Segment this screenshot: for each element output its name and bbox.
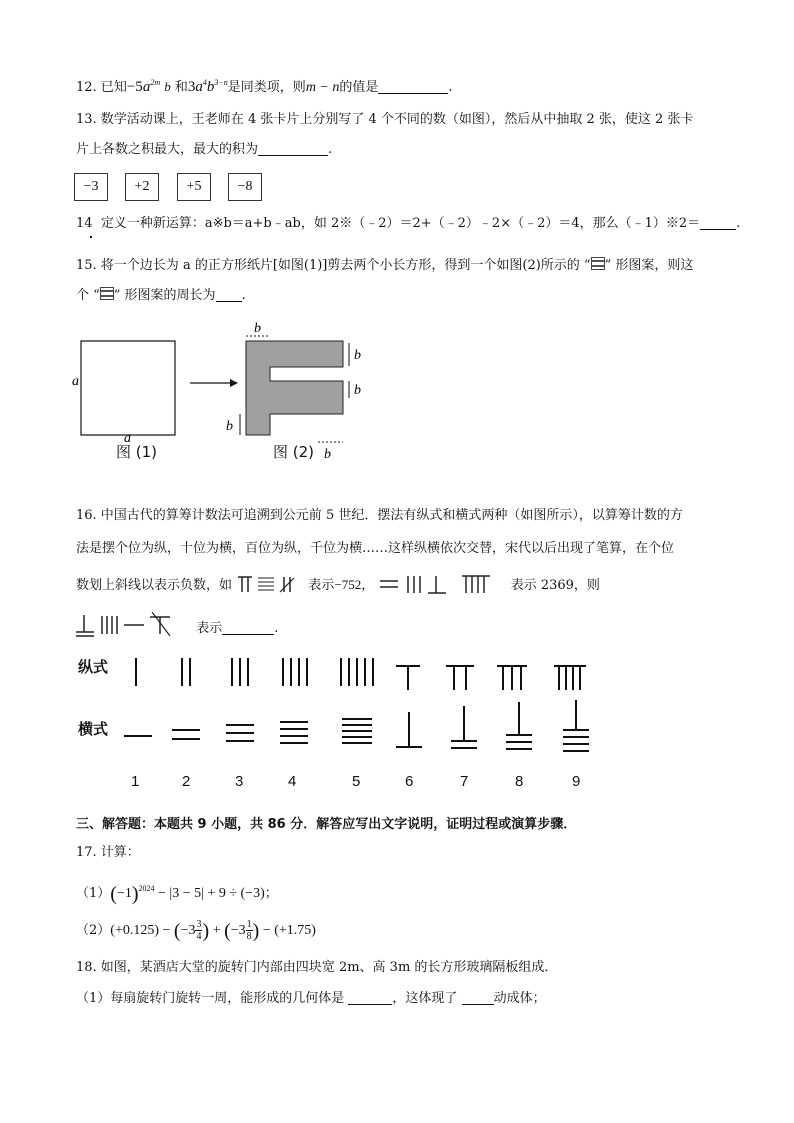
dot-mark	[90, 236, 92, 238]
number-card: −3	[74, 173, 108, 201]
question-17-part2: （2）(+0.125) − (−3 $\frac{3}{4}$ ) + (−3 $\frac{1}{8}$ ) − (+1.75)	[76, 919, 316, 943]
question-16-line1: 16. 中国古代的算筹计数法可追溯到公元前 5 世纪．摆法有纵式和横式两种（如图所示），以算筹计数的方	[76, 508, 683, 523]
question-17-part1: $(1)(-1)^{2024} - |3 - 5| + 9 \div (-3)$；	[76, 883, 278, 905]
section-3-heading: 三、解答题：本题共 9 小题，共 86 分．解答应写出文字说明，证明过程或演算步骤．	[76, 817, 577, 832]
arrow-head	[230, 379, 238, 387]
question-16-line2: 法是摆个位为纵，十位为横，百位为纵，千位为横……这样纵横依次交替，宋代以后出现了笔算，在个位	[76, 541, 675, 556]
answer-blank	[700, 216, 736, 230]
label-b-left: b	[226, 419, 233, 434]
question-18-line1: 18. 如图，某酒店大堂的旋转门内部由四块宽 2m、高 3m 的长方形玻璃隔板组成．	[76, 960, 558, 975]
question-15-line2: 个 “ ” 形图案的周长为 .	[76, 288, 246, 303]
digit-label: 9	[572, 773, 581, 790]
label-b-right1: b	[354, 348, 361, 363]
digit-label: 8	[515, 773, 524, 790]
label-b-bottom: b	[324, 447, 331, 462]
square-cut-figure	[60, 318, 380, 468]
question-18-line2: （1）每扇旋转门旋转一周，能形成的几何体是 ，这体现了 动成体；	[76, 991, 546, 1006]
square-shape	[81, 341, 175, 435]
number-card: +5	[177, 173, 211, 201]
digit-label: 1	[131, 773, 140, 790]
question-13-line1: 13. 数学活动课上，王老师在 4 张卡片上分别写了 4 个不同的数（如图），然后从中抽取 2 张，使这 2 张卡	[76, 112, 694, 127]
rod-numeral-question-icon	[76, 612, 188, 638]
figure-caption-1: 图 (1)	[116, 443, 158, 461]
question-13-line2: 片上各数之积最大，最大的积为 .	[76, 142, 333, 157]
digit-label: 6	[405, 773, 414, 790]
digit-label: 5	[352, 773, 361, 790]
answer-blank	[462, 991, 494, 1005]
rod-numeral-2369-icon	[378, 573, 502, 595]
row-label-vertical: 纵式	[78, 658, 109, 676]
number-card: −8	[228, 173, 262, 201]
question-16-line4: 表示 .	[76, 612, 278, 638]
digit-label: 7	[460, 773, 469, 790]
number-card: +2	[125, 173, 159, 201]
label-a-left: a	[72, 374, 79, 389]
answer-blank	[216, 288, 242, 302]
question-15-line1: 15. 将一个边长为 a 的正方形纸片[如图(1)]剪去两个小长方形，得到一个如图(2)所示的 “ ” 形图案，则这	[76, 258, 694, 273]
row-label-horizontal: 横式	[78, 720, 109, 738]
answer-blank	[222, 621, 274, 635]
label-a-bottom: a	[124, 431, 131, 446]
question-17-title: 17. 计算：	[76, 845, 140, 860]
rod-numeral-neg752-icon	[236, 574, 300, 594]
s-shape	[246, 341, 343, 435]
question-12: 12. 已知$-5a^{2m}$ b 和$3a^4b^{3-n}$是同类项，则m − n的值是 .	[76, 78, 453, 95]
answer-blank	[378, 80, 448, 94]
question-16-line3: 数划上斜线以表示负数，如 表示−752， 表示 2369，则	[76, 573, 600, 595]
answer-blank	[348, 991, 392, 1005]
answer-blank	[258, 142, 328, 156]
s-shape-icon	[591, 257, 605, 270]
label-b-top: b	[254, 321, 261, 336]
digit-label: 2	[182, 773, 191, 790]
rod-numeral-table	[120, 650, 600, 760]
s-shape-icon	[100, 287, 114, 300]
digit-label: 4	[288, 773, 297, 790]
label-b-right2: b	[354, 383, 361, 398]
digit-label: 3	[235, 773, 244, 790]
figure-caption-2: 图 (2)	[273, 443, 315, 461]
question-14: 14 定义一种新运算：a※b＝a+b﹣ab，如 2※（﹣2）＝2+（﹣2）﹣2×（﹣2）＝4，那么（﹣1）※2＝ .	[76, 216, 741, 231]
